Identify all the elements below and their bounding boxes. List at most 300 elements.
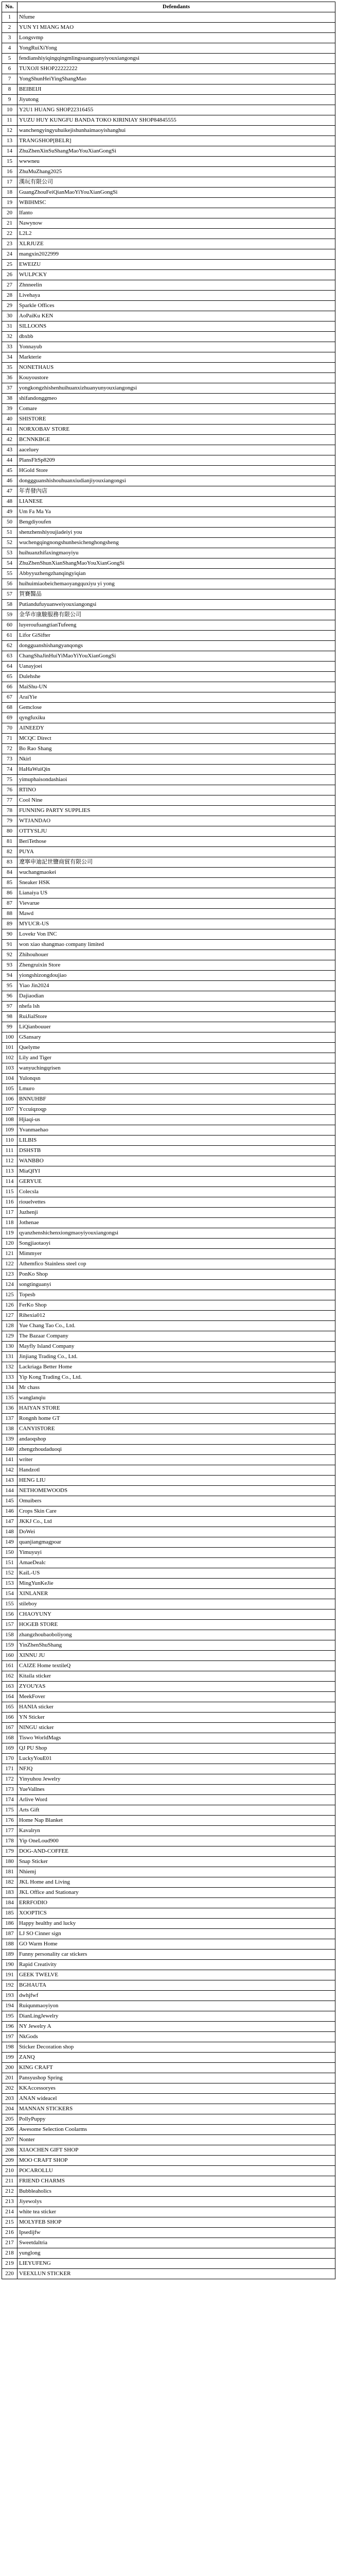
table-row: [2, 1816, 335, 1826]
table-row: [2, 517, 335, 528]
defendant-name: yiongshizongdoujiao: [17, 971, 335, 981]
defendant-name: WTJANDAO: [17, 816, 335, 826]
table-row: [2, 1239, 335, 1249]
defendant-name: Songjiaotaoyi: [17, 1239, 335, 1249]
row-number: 22: [2, 229, 17, 239]
table-row: [2, 2094, 335, 2104]
row-number: 53: [2, 548, 17, 558]
row-number: 107: [2, 1105, 17, 1115]
defendant-name: LIEYUFENG: [17, 2259, 335, 2269]
row-number: 29: [2, 301, 17, 311]
row-number: 177: [2, 1826, 17, 1836]
row-number: 185: [2, 1908, 17, 1919]
row-number: 188: [2, 1939, 17, 1950]
row-number: 8: [2, 84, 17, 95]
row-number: 153: [2, 1579, 17, 1589]
row-number: 159: [2, 1640, 17, 1651]
row-number: 182: [2, 1877, 17, 1888]
defendant-name: L2L2: [17, 229, 335, 239]
table-row: [2, 1496, 335, 1506]
defendant-name: HaHaWuiQin: [17, 765, 335, 775]
defendant-name: MANNAN STICKERS: [17, 2104, 335, 2114]
defendant-name: Awesome Selection Coolarms: [17, 2125, 335, 2135]
row-number: 219: [2, 2259, 17, 2269]
table-row: [2, 847, 335, 857]
row-number: 166: [2, 1713, 17, 1723]
defendant-name: TUXOJI SHOP22222222: [17, 64, 335, 74]
table-row: [2, 1733, 335, 1743]
defendant-name: Livehaya: [17, 291, 335, 301]
defendant-name: Um Fa Ma Ya: [17, 507, 335, 517]
table-row: [2, 2125, 335, 2135]
table-row: [2, 1311, 335, 1321]
row-number: 7: [2, 74, 17, 84]
table-row: [2, 919, 335, 929]
row-number: 19: [2, 198, 17, 208]
row-number: 79: [2, 816, 17, 826]
row-number: 194: [2, 2001, 17, 2011]
defendant-name: luyeroufuangtianTufeeng: [17, 620, 335, 631]
defendant-name: PUYA: [17, 847, 335, 857]
defendant-name: donggguanshishouhuanxiudianjiyouxiangongsi: [17, 476, 335, 486]
defendant-name: Happy healthy and lucky: [17, 1919, 335, 1929]
defendant-name: Jiyutong: [17, 95, 335, 105]
table-row: [2, 1506, 335, 1517]
row-number: 117: [2, 1208, 17, 1218]
defendant-name: won xiao shangmao company limited: [17, 940, 335, 950]
defendant-name: 年青發內店: [17, 486, 335, 497]
row-number: 129: [2, 1331, 17, 1342]
defendant-name: MCQC Direct: [17, 734, 335, 744]
defendant-name: Abbyyuzhengzhanqingyiqian: [17, 569, 335, 579]
defendant-name: CAIZE Home textileQ: [17, 1661, 335, 1671]
table-row: [2, 1991, 335, 2001]
defendant-name: yongkongzhishenhuihuanxizhuanyunyouxiangongsi: [17, 383, 335, 394]
table-row: [2, 734, 335, 744]
row-number: 181: [2, 1867, 17, 1877]
table-row: [2, 280, 335, 291]
table-row: [2, 486, 335, 497]
row-number: 132: [2, 1362, 17, 1372]
row-number: 150: [2, 1548, 17, 1558]
row-number: 77: [2, 795, 17, 806]
table-row: [2, 229, 335, 239]
row-number: 10: [2, 105, 17, 115]
defendant-name: MYUCR-US: [17, 919, 335, 929]
defendant-name: ZhuZhenShunXianShangMaoYouXianGongSi: [17, 558, 335, 569]
table-row: [2, 1043, 335, 1053]
defendants-table: [2, 2, 335, 2279]
table-row: [2, 1269, 335, 1280]
table-row: [2, 2135, 335, 2145]
defendant-name: Zhengruixin Store: [17, 960, 335, 971]
row-number: 206: [2, 2125, 17, 2135]
table-row: [2, 208, 335, 218]
row-number: 2: [2, 23, 17, 33]
table-row: [2, 981, 335, 991]
table-row: [2, 1630, 335, 1640]
defendant-name: ERRFODIO: [17, 1898, 335, 1908]
table-row: [2, 1785, 335, 1795]
row-number: 128: [2, 1321, 17, 1331]
defendant-name: mangxin2022999: [17, 249, 335, 260]
row-number: 18: [2, 188, 17, 198]
defendant-name: Jinjiang Trading Co., Ltd.: [17, 1352, 335, 1362]
defendant-name: HANIA sticker: [17, 1702, 335, 1713]
table-row: [2, 301, 335, 311]
row-number: 38: [2, 394, 17, 404]
defendant-name: BNNUHBF: [17, 1094, 335, 1105]
table-row: [2, 2248, 335, 2259]
row-number: 3: [2, 33, 17, 43]
row-number: 99: [2, 1022, 17, 1032]
defendant-name: Yonnayub: [17, 342, 335, 352]
defendant-name: SHISTORE: [17, 414, 335, 425]
defendant-name: NETHOMEWOODS: [17, 1486, 335, 1496]
table-row: [2, 1980, 335, 1991]
row-number: 201: [2, 2073, 17, 2083]
row-number: 68: [2, 703, 17, 713]
defendant-name: Snap Sticker: [17, 1857, 335, 1867]
table-row: [2, 260, 335, 270]
table-row: [2, 33, 335, 43]
table-row: [2, 1723, 335, 1733]
table-row: [2, 1620, 335, 1630]
table-row: [2, 1208, 335, 1218]
row-number: 94: [2, 971, 17, 981]
row-number: 86: [2, 888, 17, 899]
row-number: 121: [2, 1249, 17, 1259]
row-number: 172: [2, 1774, 17, 1785]
defendant-name: RuiJialStore: [17, 1012, 335, 1022]
row-number: 34: [2, 352, 17, 363]
defendant-name: HENG LIU: [17, 1476, 335, 1486]
row-number: 161: [2, 1661, 17, 1671]
row-number: 208: [2, 2145, 17, 2156]
table-row: [2, 631, 335, 641]
row-number: 168: [2, 1733, 17, 1743]
row-number: 6: [2, 64, 17, 74]
table-row: [2, 1537, 335, 1548]
table-row: [2, 1579, 335, 1589]
table-row: [2, 2011, 335, 2022]
row-number: 17: [2, 177, 17, 188]
row-number: 44: [2, 455, 17, 466]
defendant-name: huihuanzhifaxingmaoyiyu: [17, 548, 335, 558]
row-number: 45: [2, 466, 17, 476]
table-row: [2, 1249, 335, 1259]
table-row: [2, 1331, 335, 1342]
defendant-name: KING CRAFT: [17, 2063, 335, 2073]
table-row: [2, 1919, 335, 1929]
row-number: 111: [2, 1146, 17, 1156]
defendant-name: Funny personality car stickers: [17, 1950, 335, 1960]
row-number: 116: [2, 1197, 17, 1208]
table-row: [2, 1094, 335, 1105]
table-row: [2, 332, 335, 342]
row-number: 61: [2, 631, 17, 641]
defendant-name: yunglong: [17, 2248, 335, 2259]
row-number: 122: [2, 1259, 17, 1269]
row-number: 125: [2, 1290, 17, 1300]
table-row: [2, 1867, 335, 1877]
table-row: [2, 589, 335, 600]
row-number: 84: [2, 868, 17, 878]
defendant-name: Vievarue: [17, 899, 335, 909]
table-row: [2, 940, 335, 950]
defendant-name: GO Warm Home: [17, 1939, 335, 1950]
table-row: [2, 1228, 335, 1239]
table-row: [2, 641, 335, 651]
defendant-name: RTINO: [17, 785, 335, 795]
row-number: 130: [2, 1342, 17, 1352]
defendant-name: dwhjfwf: [17, 1991, 335, 2001]
row-number: 134: [2, 1383, 17, 1393]
row-number: 93: [2, 960, 17, 971]
defendant-name: 遼寧申迪記世鹽商貿有限公司: [17, 857, 335, 868]
defendant-name: quanjiangmagpoar: [17, 1537, 335, 1548]
defendant-name: Ruiqunmaoyiyon: [17, 2001, 335, 2011]
row-number: 5: [2, 54, 17, 64]
table-row: [2, 1074, 335, 1084]
table-row: [2, 2042, 335, 2053]
defendant-name: HOGEB STORE: [17, 1620, 335, 1630]
table-row: [2, 188, 335, 198]
table-row: [2, 1548, 335, 1558]
row-number: 151: [2, 1558, 17, 1568]
table-row: [2, 826, 335, 837]
row-number: 69: [2, 713, 17, 723]
defendant-name: DianLingJewelry: [17, 2011, 335, 2022]
row-number: 76: [2, 785, 17, 795]
defendant-name: wuchengqingnongshunhesichenghongsheng: [17, 538, 335, 548]
defendant-name: fendianshiyiqingqingmlingsuanguanyiyouxiangongsi: [17, 54, 335, 64]
defendant-name: zhangzhoubaoboliyong: [17, 1630, 335, 1640]
row-number: 64: [2, 662, 17, 672]
row-number: 152: [2, 1568, 17, 1579]
row-number: 119: [2, 1228, 17, 1239]
row-number: 216: [2, 2228, 17, 2238]
defendant-name: AINEEDY: [17, 723, 335, 734]
defendant-name: NFJQ: [17, 1764, 335, 1774]
defendant-name: wwwneu: [17, 157, 335, 167]
defendant-name: Yimuyuyi: [17, 1548, 335, 1558]
row-number: 50: [2, 517, 17, 528]
row-number: 9: [2, 95, 17, 105]
table-row: [2, 2063, 335, 2073]
defendant-name: Sweetdaltria: [17, 2238, 335, 2248]
table-row: [2, 352, 335, 363]
table-row: [2, 775, 335, 785]
table-row: [2, 1187, 335, 1197]
row-number: 218: [2, 2248, 17, 2259]
defendant-name: YueVallnes: [17, 1785, 335, 1795]
defendant-name: Athemfico Stainless steel cop: [17, 1259, 335, 1269]
defendant-name: andaoqshop: [17, 1434, 335, 1445]
row-number: 56: [2, 579, 17, 589]
defendant-name: wanchengyingyuhuikejishunhaimaoyishanghui: [17, 126, 335, 136]
row-number: 32: [2, 332, 17, 342]
row-number: 103: [2, 1063, 17, 1074]
defendant-name: Juzhenji: [17, 1208, 335, 1218]
table-row: [2, 115, 335, 126]
row-number: 55: [2, 569, 17, 579]
table-row: [2, 373, 335, 383]
defendant-name: stileboy: [17, 1599, 335, 1609]
table-row: [2, 2187, 335, 2197]
table-row: [2, 1857, 335, 1867]
defendant-name: Zhnneelin: [17, 280, 335, 291]
table-row: [2, 2207, 335, 2217]
row-number: 199: [2, 2053, 17, 2063]
table-row: [2, 291, 335, 301]
table-row: [2, 2022, 335, 2032]
row-number: 156: [2, 1609, 17, 1620]
row-number: 160: [2, 1651, 17, 1661]
defendant-name: EWEIZU: [17, 260, 335, 270]
defendant-name: wuchangmaokei: [17, 868, 335, 878]
row-number: 175: [2, 1805, 17, 1816]
row-number: 189: [2, 1950, 17, 1960]
row-number: 89: [2, 919, 17, 929]
table-row: [2, 672, 335, 682]
table-row: [2, 1393, 335, 1403]
defendant-name: Dulehshe: [17, 672, 335, 682]
table-row: [2, 136, 335, 146]
row-number: 197: [2, 2032, 17, 2042]
table-row: [2, 1012, 335, 1022]
table-row: [2, 1836, 335, 1846]
table-row: [2, 2259, 335, 2269]
table-row: [2, 1002, 335, 1012]
table-row: [2, 466, 335, 476]
row-number: 163: [2, 1682, 17, 1692]
table-row: [2, 342, 335, 352]
table-row: [2, 2083, 335, 2094]
defendant-name: LJ SO Cinner sign: [17, 1929, 335, 1939]
row-number: 74: [2, 765, 17, 775]
defendant-name: LiQianbouuer: [17, 1022, 335, 1032]
defendant-name: dongguanshishangyanqongs: [17, 641, 335, 651]
table-row: [2, 2114, 335, 2125]
table-row: [2, 2001, 335, 2011]
row-number: 54: [2, 558, 17, 569]
defendant-name: Sneaker HSK: [17, 878, 335, 888]
table-row: [2, 610, 335, 620]
defendant-name: ZhuMuZhang2025: [17, 167, 335, 177]
defendant-name: ZYOUYAS: [17, 1682, 335, 1692]
table-row: [2, 878, 335, 888]
table-row: [2, 888, 335, 899]
table-row: [2, 2176, 335, 2187]
row-number: 60: [2, 620, 17, 631]
defendant-name: Tiswo WorldMags: [17, 1733, 335, 1743]
defendant-name: Rongnh home GT: [17, 1414, 335, 1424]
row-number: 193: [2, 1991, 17, 2001]
defendant-name: Lianaiya US: [17, 888, 335, 899]
defendant-name: Jiyewolys: [17, 2197, 335, 2207]
table-row: [2, 1805, 335, 1816]
table-row: [2, 1692, 335, 1702]
table-row: [2, 1362, 335, 1372]
defendant-name: wanglanqiu: [17, 1393, 335, 1403]
defendant-name: ZhuZhenXinSuShangMaoYouXianGongSi: [17, 146, 335, 157]
table-row: [2, 177, 335, 188]
table-row: [2, 1476, 335, 1486]
row-number: 30: [2, 311, 17, 321]
table-row: [2, 1445, 335, 1455]
table-row: [2, 270, 335, 280]
table-row: [2, 2145, 335, 2156]
table-row: [2, 126, 335, 136]
table-row: [2, 64, 335, 74]
defendant-name: WANBBO: [17, 1156, 335, 1166]
defendant-name: Kouyoustore: [17, 373, 335, 383]
row-number: 20: [2, 208, 17, 218]
table-row: [2, 249, 335, 260]
row-number: 110: [2, 1136, 17, 1146]
table-row: [2, 857, 335, 868]
defendant-name: PollyPuppy: [17, 2114, 335, 2125]
table-row: [2, 1599, 335, 1609]
defendant-name: LILBIS: [17, 1136, 335, 1146]
defendant-name: MOLYFEB SHOP: [17, 2217, 335, 2228]
table-row: [2, 2166, 335, 2176]
table-row: [2, 703, 335, 713]
table-row: [2, 991, 335, 1002]
table-row: [2, 1908, 335, 1919]
defendant-name: FerKo Shop: [17, 1300, 335, 1311]
row-number: 118: [2, 1218, 17, 1228]
table-row: [2, 1372, 335, 1383]
table-row: [2, 167, 335, 177]
table-row: [2, 1063, 335, 1074]
defendant-name: NkGods: [17, 2032, 335, 2042]
defendant-name: Dajiaodian: [17, 991, 335, 1002]
table-row: [2, 662, 335, 672]
row-number: 212: [2, 2187, 17, 2197]
defendant-name: VEEXLUN STICKER: [17, 2269, 335, 2279]
defendant-name: GuangZhouFeiQianMaoYiYouXianGongSi: [17, 188, 335, 198]
table-row: [2, 1177, 335, 1187]
defendant-name: MeekFover: [17, 1692, 335, 1702]
defendant-name: BCNNKBGE: [17, 435, 335, 445]
table-row: [2, 1166, 335, 1177]
defendant-name: BeriTethose: [17, 837, 335, 847]
defendant-name: Rihexia012: [17, 1311, 335, 1321]
row-number: 41: [2, 425, 17, 435]
defendant-name: 賀賽醫品: [17, 589, 335, 600]
row-number: 102: [2, 1053, 17, 1063]
column-header-defendants: Defendants: [17, 2, 335, 12]
row-number: 108: [2, 1115, 17, 1125]
table-row: [2, 2228, 335, 2238]
row-number: 114: [2, 1177, 17, 1187]
defendant-name: YongShunHeiYingShangMao: [17, 74, 335, 84]
defendant-name: Lmuro: [17, 1084, 335, 1094]
table-row: [2, 837, 335, 847]
table-row: [2, 1465, 335, 1476]
row-number: 15: [2, 157, 17, 167]
defendant-name: ChangShaJinHuiYiMaoYiYouXianGongSi: [17, 651, 335, 662]
defendant-name: Kavalryn: [17, 1826, 335, 1836]
defendant-name: Bengdiyoufen: [17, 517, 335, 528]
row-number: 211: [2, 2176, 17, 2187]
table-row: [2, 1651, 335, 1661]
defendant-name: Home Nap Blanket: [17, 1816, 335, 1826]
defendant-name: DOG-AND-COFFEE: [17, 1846, 335, 1857]
table-row: [2, 1053, 335, 1063]
